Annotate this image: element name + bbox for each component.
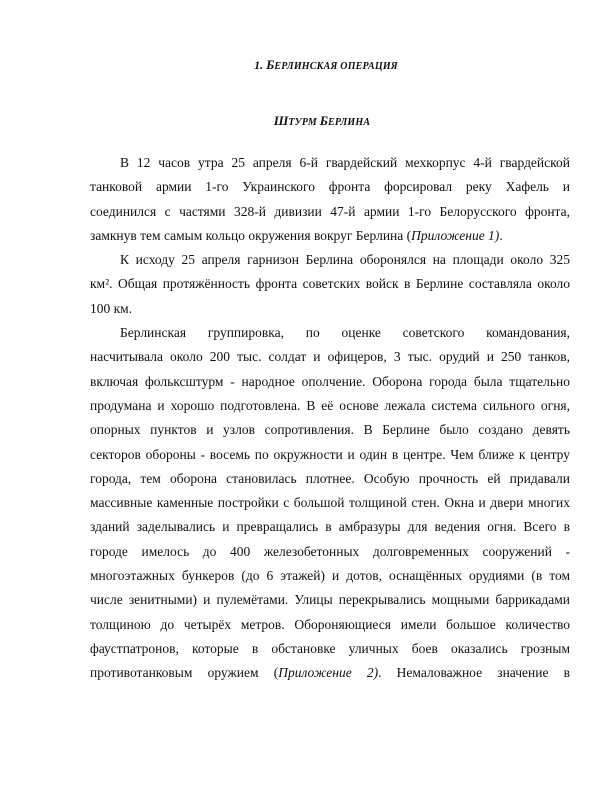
text-line: числе зенитными) и пулемётами. Улицы перекрывались мощными баррикадами	[90, 592, 570, 608]
text-line: массивные каменные постройки с большой толщиной стен. Окна и двери многих	[90, 495, 570, 511]
paragraph-2	[90, 248, 570, 321]
appendix-reference-2: Приложение 2)	[278, 665, 379, 681]
text-line: км². Общая протяжённость фронта советских войск в Берлине составляла около	[90, 276, 570, 292]
text-line: секторов обороны - восемь по окружности и один в центре. Чем ближе к центру	[90, 446, 570, 462]
text-line: соединился с частями 328-й дивизии 47-й армии 1-го Белорусского фронта,	[90, 203, 570, 219]
text-line: К исходу 25 апреля гарнизон Берлина оборонялся на площади около 325	[120, 252, 570, 268]
subsection-title-rest-2: ЕРЛИНА	[327, 117, 371, 128]
section-title	[20, 58, 612, 74]
text-line: фаустпатронов, которые в обстановке уличных боев оказались грозным	[90, 640, 570, 656]
text-line: опорных пунктов и узлов сопротивления. В Берлине было создано девять	[90, 422, 570, 438]
text-line: В 12 часов утра 25 апреля 6-й гвардейский мехкорпус 4-й гвардейской	[120, 155, 570, 170]
text-line: 100 км.	[90, 300, 133, 316]
text-line-end: .	[499, 227, 503, 243]
text-line: толщиною до четырёх метров. Обороняющиеся имели большое количество	[90, 616, 570, 632]
appendix-reference-1: Приложение 1)	[411, 227, 500, 243]
subsection-title-initial-1: Ш	[273, 113, 289, 128]
text-line	[90, 224, 570, 248]
paragraph-3	[90, 321, 570, 685]
text-line: включая фольксштурм - народное ополчение. Оборона города была тщательно	[90, 373, 570, 389]
text-line-start: противотанковым оружием (	[90, 665, 279, 681]
paragraph-1	[90, 151, 570, 248]
text-line: города, тем оборона становилась плотнее. Особую прочность ей придавали	[90, 470, 570, 486]
text-line	[90, 661, 570, 685]
subsection-title-initial-2: Б	[319, 113, 328, 128]
section-title-initial: Б	[266, 57, 275, 72]
subsection-title-rest-1: ТУРМ	[288, 117, 320, 128]
body-text	[90, 151, 570, 686]
section-title-rest: ЕРЛИНСКАЯ ОПЕРАЦИЯ	[274, 61, 398, 72]
text-line: насчитывала около 200 тыс. солдат и офицеров, 3 тыс. орудий и 250 танков,	[90, 349, 570, 365]
text-line: городе имелось до 400 железобетонных долговременных сооружений -	[90, 543, 570, 559]
text-line-end: . Немаловажное значение в	[378, 665, 570, 681]
text-line: продумана и хорошо подготовлена. В её основе лежала система сильного огня,	[90, 397, 570, 413]
text-line-start: замкнув тем самым кольцо окружения вокруг Берлина (	[90, 227, 412, 243]
text-line: танковой армии 1-го Украинского фронта форсировал реку Хафель и	[90, 179, 570, 195]
text-line: зданий заделывались и превращались в амбразуры для ведения огня. Всего в	[90, 519, 570, 535]
text-line: Берлинская группировка, по оценке советского командования,	[120, 325, 570, 341]
section-number: 1.	[254, 58, 267, 72]
subsection-title	[16, 114, 612, 130]
text-line: многоэтажных бункеров (до 6 этажей) и дотов, оснащённых орудиями (в том	[90, 568, 570, 584]
